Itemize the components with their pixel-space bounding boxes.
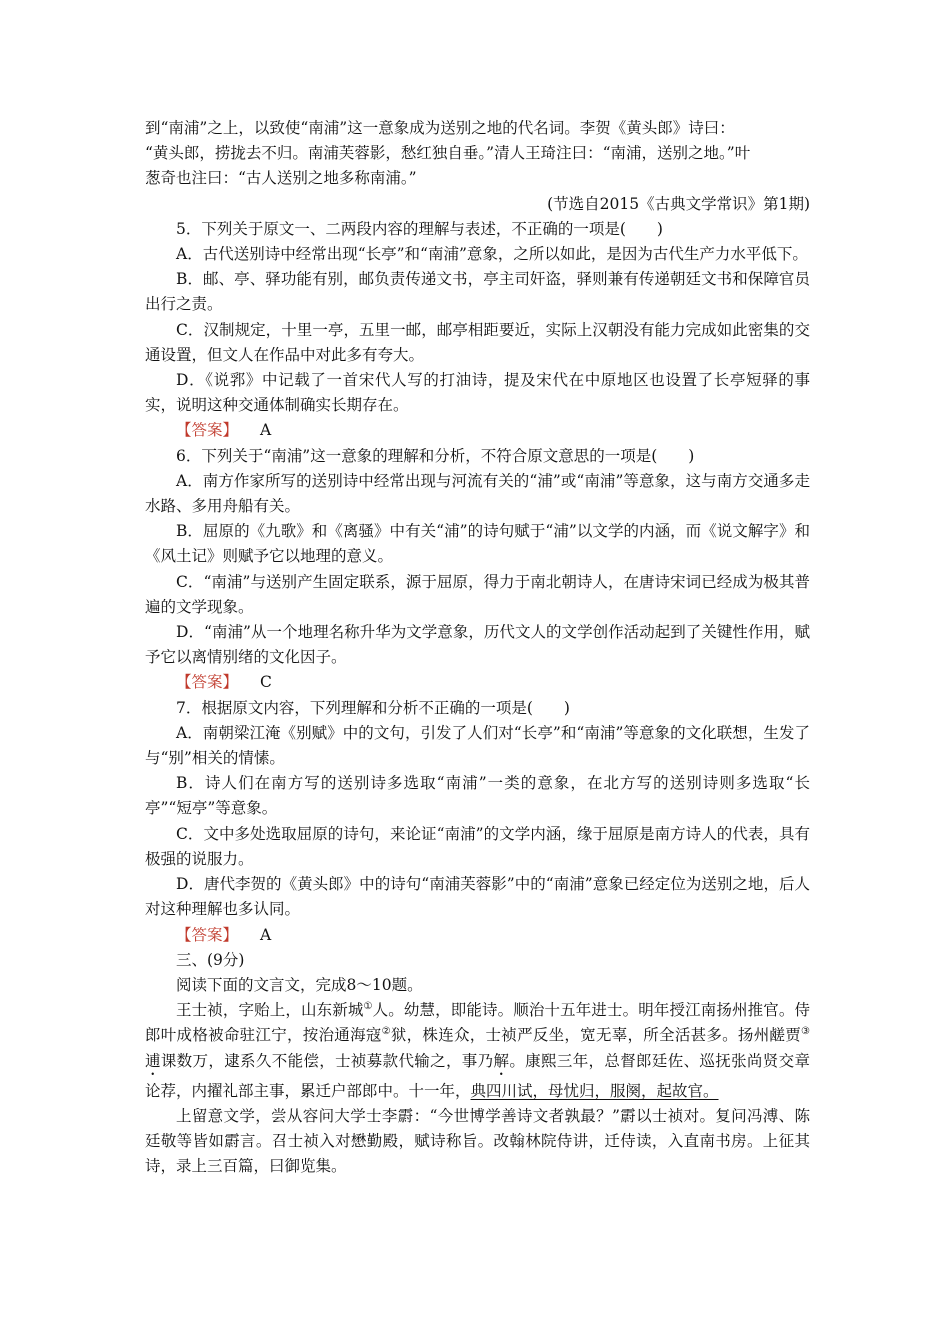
emphasized-word: 逋: [145, 1051, 161, 1070]
footnote-marker: ③: [801, 1026, 810, 1038]
passage-line: “黄头郎，捞拢去不归。南浦芙蓉影，愁红独自垂。”清人王琦注曰：“南浦，送别之地。”叶: [145, 144, 751, 163]
classical-text-paragraph-1: [145, 998, 810, 1104]
question-7-option-d: D．唐代李贺的《黄头郎》中的诗句“南浦芙蓉影”中的“南浦”意象已经定位为送别之地，后人对这种理解也多认同。: [145, 875, 810, 919]
question-5-option-c: C．汉制规定，十里一亭，五里一邮，邮亭相距要近，实际上汉朝没有能力完成如此密集的交通设置，但文人在作品中对此多有夸大。: [145, 320, 810, 364]
question-5-answer: [145, 418, 810, 443]
emphasized-word: 解: [493, 1051, 510, 1070]
text-run: 王士祯，字贻上，山东新城: [176, 1001, 364, 1020]
question-7-answer: [145, 923, 810, 948]
question-6-stem: 6．下列关于“南浦”这一意象的理解和分析，不符合原文意思的一项是( ): [176, 446, 695, 465]
underlined-sentence: 典四川试，母忧归，服阕，起故官。: [470, 1081, 719, 1100]
question-6-option-a: A．南方作家所写的送别诗中经常出现与河流有关的“浦”或“南浦”等意象，这与南方交通多走水路、多用舟船有关。: [145, 471, 810, 516]
question-6-option-b: B．屈原的《九歌》和《离骚》中有关“浦”的诗句赋于“浦”以文学的内涵，而《说文解字》和《风土记》则赋予它以地理的意义。: [145, 522, 810, 566]
question-7-option-b: B．诗人们在南方写的送别诗多选取“南浦”一类的意象，在北方写的送别诗则多选取“长亭”“短亭”等意象。: [145, 774, 810, 818]
passage-line: 葱奇也注曰：“古人送别之地多称南浦。”: [145, 169, 417, 188]
question-6-option-d: D．“南浦”从一个地理名称升华为文学意象，历代文人的文学创作活动起到了关键性作用，赋予它以离情别绪的文化因子。: [145, 623, 810, 667]
answer-label: 【答案】: [176, 925, 239, 944]
classical-text-paragraph-2: 上留意文学，尝从容问大学士李霨：“今世博学善诗文者孰最？”霨以士祯对。复问冯溥、陈廷敬等皆如霨言。召士祯入对懋勤殿，赋诗称旨。改翰林院侍讲，迁侍读，入直南书房。上征其诗，录上三百篇，曰御览集。: [145, 1106, 810, 1176]
footnote-marker: ①: [363, 1000, 373, 1012]
question-6-option-c: C．“南浦”与送别产生固定联系，源于屈原，得力于南北朝诗人，在唐诗宋词已经成为极其普遍的文学现象。: [145, 572, 810, 616]
section-instruction: 阅读下面的文言文，完成8～10题。: [176, 975, 423, 994]
text-run: 狱，株连众，士祯严反坐，宽无辜，所全活甚多。扬州鹾贾: [390, 1026, 802, 1045]
passage-line: 到“南浦”之上，以致使“南浦”这一意象成为送别之地的代名词。李贺《黄头郎》诗曰：: [145, 119, 735, 137]
answer-label: 【答案】: [176, 421, 239, 440]
text-run: 。康熙三年，总督郎廷佐、巡抚张尚贤交章论荐，内擢礼部主事，累迁户部郎中。十一年，: [145, 1051, 810, 1100]
answer-value: A: [260, 421, 272, 440]
question-7-option-c: C．文中多处选取屈原的诗句，来论证“南浦”的文学内涵，缘于屈原是南方诗人的代表，具有极强的说服力。: [145, 824, 810, 868]
source-citation: (节选自2015《古典文学常识》第1期): [547, 194, 810, 213]
text-run: 课数万，逮系久不能偿，士祯募款代输之，事乃: [160, 1051, 494, 1070]
document-page: [145, 116, 810, 1179]
question-7-stem: 7．根据原文内容，下列理解和分析不正确的一项是( ): [176, 698, 570, 717]
question-5-stem: 5．下列关于原文一、二两段内容的理解与表述，不正确的一项是( ): [176, 219, 663, 238]
footnote-marker: ②: [381, 1026, 391, 1038]
question-7-option-a: A．南朝梁江淹《别赋》中的文句，引发了人们对“长亭”和“南浦”等意象的文化联想，生发了与“别”相关的情愫。: [145, 723, 810, 768]
answer-value: A: [260, 925, 272, 944]
question-6-answer: [145, 670, 810, 695]
question-5-option-d: D．《说郛》中记载了一首宋代人写的打油诗，提及宋代在中原地区也设置了长亭短驿的事实，说明这种交通体制确实长期存在。: [145, 371, 810, 415]
question-5-option-a: A．古代送别诗中经常出现“长亭”和“南浦”意象，之所以如此，是因为古代生产力水平低下。: [176, 245, 808, 264]
answer-value: C: [260, 673, 272, 692]
section-heading: 三、(9分): [176, 950, 245, 969]
text-run: 人。幼慧，即能诗。顺治十五年进士。明年授江南扬州推官。侍郎叶成格被命驻江宁，按治通海寇: [145, 1001, 810, 1045]
answer-label: 【答案】: [176, 673, 239, 692]
question-5-option-b: B．邮、亭、驿功能有别，邮负责传递文书，亭主司奸盗，驿则兼有传递朝廷文书和保障官员出行之责。: [145, 270, 810, 314]
